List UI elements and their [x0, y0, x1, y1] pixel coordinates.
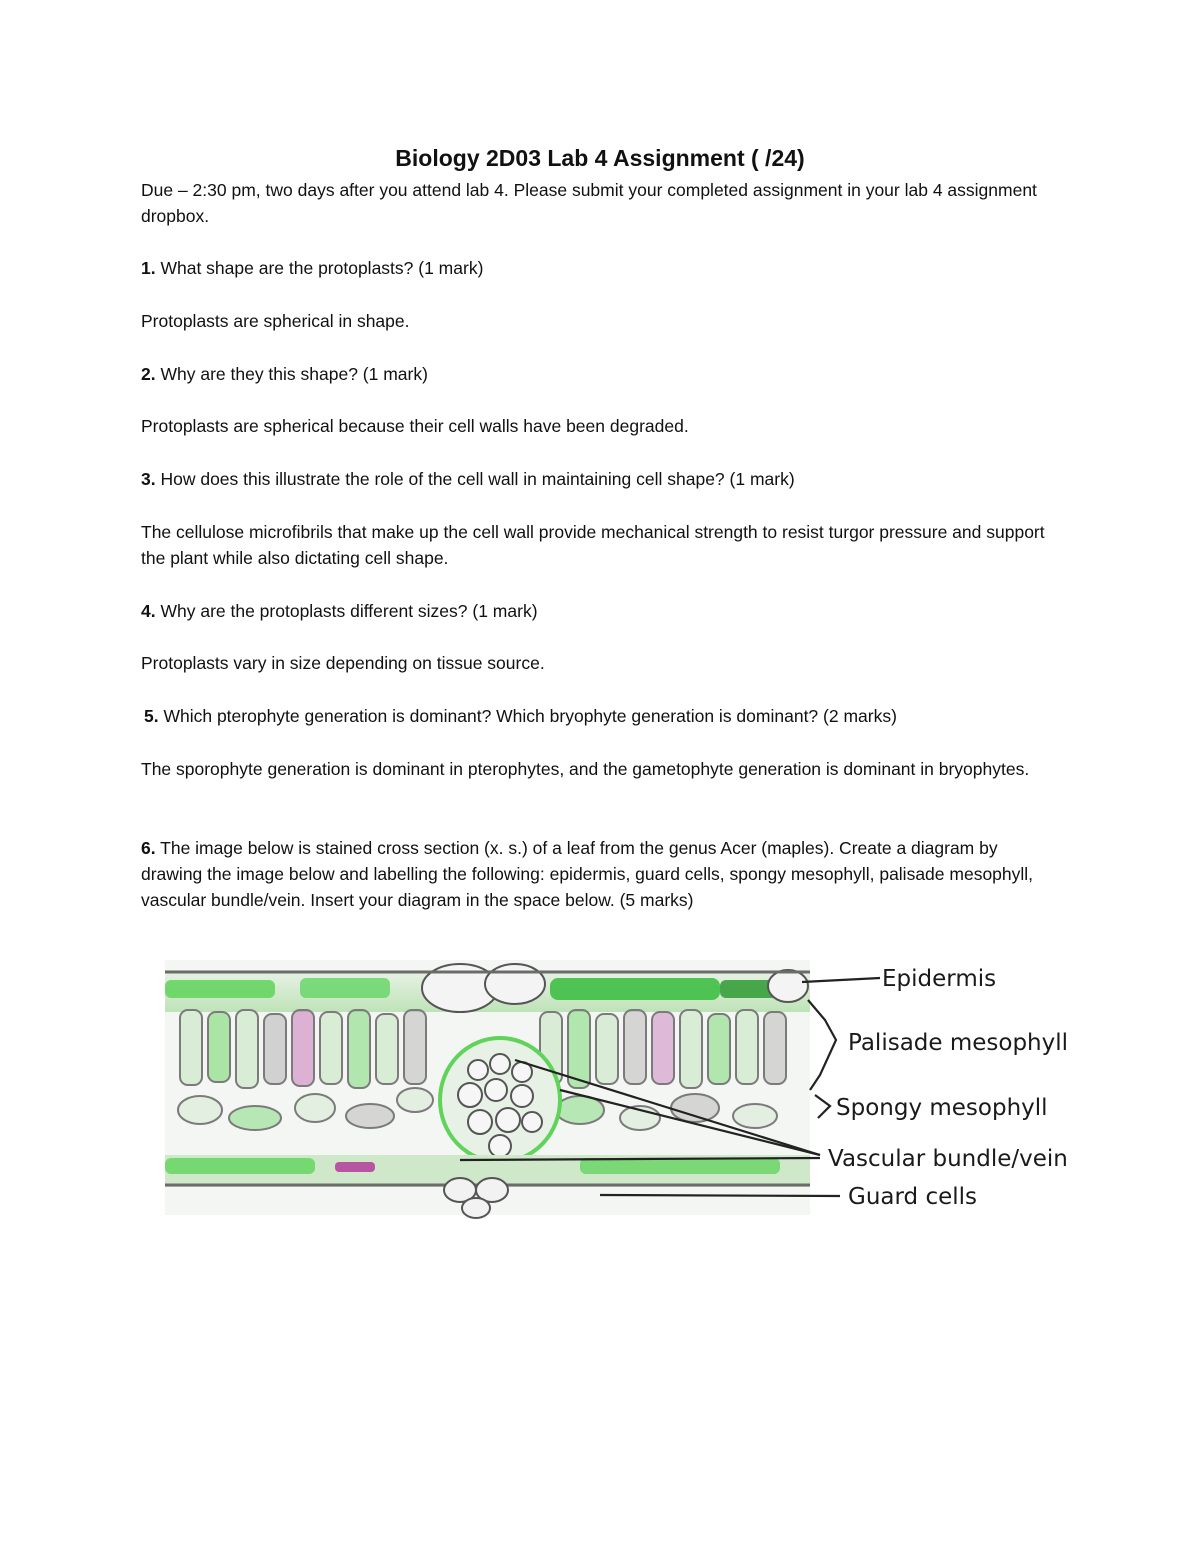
question-text: How does this illustrate the role of the cell wall in maintaining cell shape? (1 mark) [155, 469, 795, 489]
question-text: Why are the protoplasts different sizes? (1 mark) [155, 601, 538, 621]
question-5 [144, 703, 1064, 729]
page-title: Biology 2D03 Lab 4 Assignment ( /24) [395, 145, 805, 171]
answer-5: The sporophyte generation is dominant in pterophytes, and the gametophyte generation is dominant in bryophytes. [141, 759, 1030, 779]
leaf-section-svg [160, 950, 1100, 1230]
question-2 [141, 361, 1061, 387]
question-text: Why are they this shape? (1 mark) [155, 364, 428, 384]
answer-3: The cellulose microfibrils that make up the cell wall provide mechanical strength to resist turgor pressure and support the plant while also dictating cell shape. [141, 522, 1050, 568]
upper-epidermis [165, 964, 810, 1012]
question-number: 1. [141, 258, 156, 278]
label-palisade-mesophyll: Palisade mesophyll [848, 1030, 1069, 1056]
leaf-cross-section-diagram [160, 950, 1100, 1230]
question-number: 2. [141, 364, 156, 384]
answer-2: Protoplasts are spherical because their cell walls have been degraded. [141, 416, 689, 436]
answer-4: Protoplasts vary in size depending on tissue source. [141, 653, 545, 673]
label-vascular-bundle: Vascular bundle/vein [828, 1146, 1068, 1172]
question-4 [141, 598, 1061, 624]
question-text: What shape are the protoplasts? (1 mark) [155, 258, 484, 278]
question-number: 3. [141, 469, 156, 489]
label-epidermis: Epidermis [882, 966, 997, 992]
due-date-note: Due – 2:30 pm, two days after you attend lab 4. Please submit your completed assignment in your lab 4 assignment dropbox. [141, 180, 1042, 226]
question-text: Which pterophyte generation is dominant? Which bryophyte generation is dominant? (2 marks) [158, 706, 897, 726]
vascular-bundle [440, 1038, 560, 1162]
question-6 [141, 835, 1061, 913]
question-number: 6. [141, 838, 156, 858]
question-text: The image below is stained cross section (x. s.) of a leaf from the genus Acer (maples). Create a diagram by drawing the image below and labelling the following: epidermis, guard cells, spongy mesophyll, palisade mesophyll, vascular bundle/vein. Insert your diagram in the space below. (5 marks) [141, 838, 1038, 910]
question-3 [141, 466, 1061, 492]
label-guard-cells: Guard cells [848, 1184, 978, 1210]
question-number: 4. [141, 601, 156, 621]
label-spongy-mesophyll: Spongy mesophyll [836, 1095, 1048, 1121]
question-1 [141, 255, 1061, 281]
question-number: 5. [144, 706, 159, 726]
answer-1: Protoplasts are spherical in shape. [141, 311, 410, 331]
